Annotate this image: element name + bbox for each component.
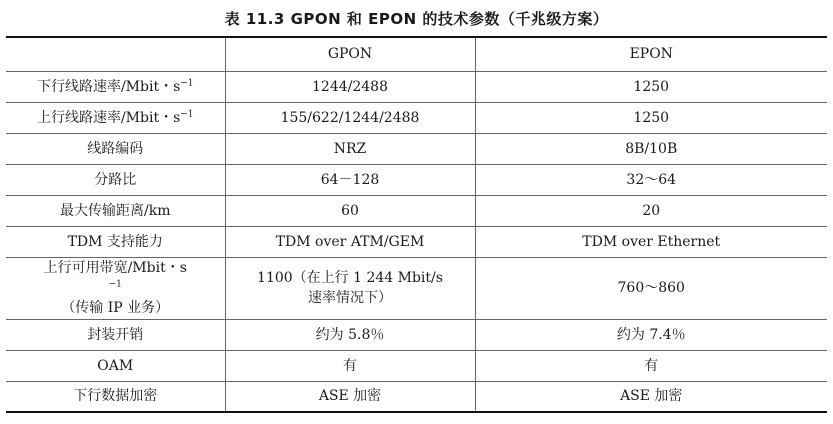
gpon-cell: TDM over ATM/GEM bbox=[225, 226, 475, 257]
table-row bbox=[6, 102, 827, 133]
param-cell: TDM 支持能力 bbox=[6, 226, 225, 257]
gpon-cell: ASE 加密 bbox=[225, 381, 475, 412]
header-cell-empty bbox=[6, 37, 225, 71]
epon-cell: 760～860 bbox=[475, 257, 827, 319]
gpon-cell: 1244/2488 bbox=[225, 71, 475, 102]
table-row bbox=[6, 71, 827, 102]
param-cell: OAM bbox=[6, 350, 225, 381]
epon-cell: 8B/10B bbox=[475, 133, 827, 164]
epon-cell: 1250 bbox=[475, 71, 827, 102]
table-row bbox=[6, 319, 827, 350]
param-cell: 分路比 bbox=[6, 164, 225, 195]
epon-cell: 有 bbox=[475, 350, 827, 381]
param-cell: 下行数据加密 bbox=[6, 381, 225, 412]
table-row bbox=[6, 226, 827, 257]
param-cell: 上行可用带宽/Mbit・s $^{-1}$ （传输 IP 业务） bbox=[6, 257, 225, 319]
epon-cell: 1250 bbox=[475, 102, 827, 133]
table-row bbox=[6, 350, 827, 381]
gpon-cell: 155/622/1244/2488 bbox=[225, 102, 475, 133]
table-row bbox=[6, 381, 827, 412]
table-row bbox=[6, 133, 827, 164]
table-caption: 表 11.3 GPON 和 EPON 的技术参数（千兆级方案） bbox=[224, 10, 609, 28]
gpon-cell: 有 bbox=[225, 350, 475, 381]
parameter-table bbox=[6, 36, 827, 413]
epon-cell: 32～64 bbox=[475, 164, 827, 195]
param-cell: 最大传输距离/km bbox=[6, 195, 225, 226]
header-cell-gpon: GPON bbox=[225, 37, 475, 71]
header-cell-epon: EPON bbox=[475, 37, 827, 71]
gpon-cell: 约为 5.8％ bbox=[225, 319, 475, 350]
epon-cell: 约为 7.4％ bbox=[475, 319, 827, 350]
param-cell: 下行线路速率/Mbit・$s^{-1}$ bbox=[6, 71, 225, 102]
gpon-cell: NRZ bbox=[225, 133, 475, 164]
param-cell: 封装开销 bbox=[6, 319, 225, 350]
epon-cell: ASE 加密 bbox=[475, 381, 827, 412]
table-row bbox=[6, 257, 827, 319]
param-cell: 线路编码 bbox=[6, 133, 225, 164]
table-row bbox=[6, 164, 827, 195]
epon-cell: 20 bbox=[475, 195, 827, 226]
gpon-cell: 1100（在上行 1 244 Mbit/s 速率情况下） bbox=[225, 257, 475, 319]
table-header-row bbox=[6, 37, 827, 71]
table-row bbox=[6, 195, 827, 226]
gpon-cell: 64－128 bbox=[225, 164, 475, 195]
gpon-cell: 60 bbox=[225, 195, 475, 226]
param-cell: 上行线路速率/Mbit・$s^{-1}$ bbox=[6, 102, 225, 133]
epon-cell: TDM over Ethernet bbox=[475, 226, 827, 257]
